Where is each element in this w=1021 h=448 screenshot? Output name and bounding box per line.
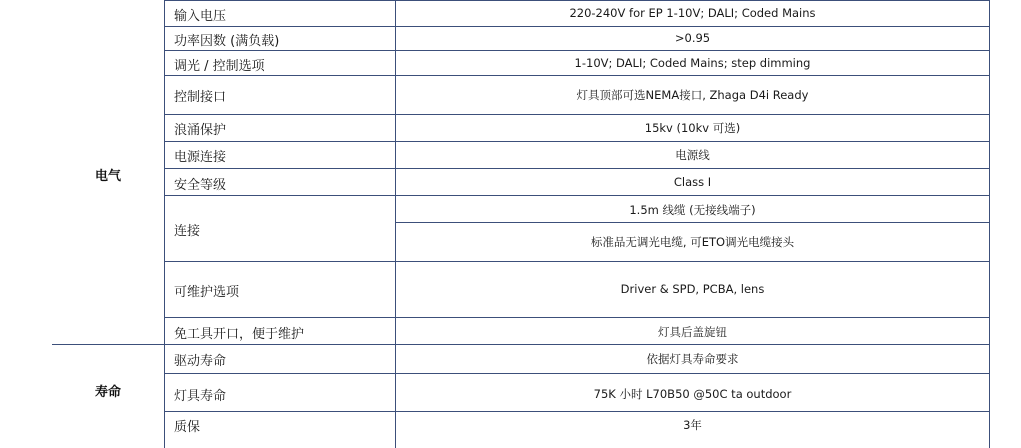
row-label-luminaire-life: 灯具寿命 [174, 389, 227, 404]
row-value-surge-protection: 15kv (10kv 可选) [644, 121, 741, 135]
row-value-driver-life: 依据灯具寿命要求 [646, 352, 739, 366]
row-label-serviceable-options: 可维护选项 [174, 285, 240, 300]
row-value-tool-free-opening: 灯具后盖旋钮 [658, 325, 727, 339]
row-label-warranty: 质保 [174, 420, 201, 435]
column-divider-right [989, 0, 990, 448]
row-border [164, 50, 990, 51]
row-border [164, 141, 990, 142]
row-border [164, 195, 990, 196]
row-border [164, 114, 990, 115]
row-border [164, 26, 990, 27]
subrow-border [395, 222, 990, 223]
row-label-power-factor: 功率因数 (满负载) [174, 34, 280, 49]
row-value-luminaire-life: 75K 小时 L70B50 @50C ta outdoor [593, 387, 792, 401]
row-label-safety-class: 安全等级 [174, 178, 227, 193]
category-electrical: 电气 [94, 169, 121, 184]
row-value-control-interface: 灯具顶部可选NEMA接口, Zhaga D4i Ready [576, 88, 809, 102]
row-label-connection: 连接 [174, 224, 201, 239]
row-value-safety-class: Class I [673, 175, 712, 189]
column-divider-left [164, 0, 165, 448]
row-border [164, 411, 990, 412]
row-border [164, 317, 990, 318]
row-label-control-interface: 控制接口 [174, 90, 227, 105]
row-value-dimming-options: 1-10V; DALI; Coded Mains; step dimming [574, 56, 811, 70]
row-label-surge-protection: 浪涌保护 [174, 123, 227, 138]
section-border [52, 344, 990, 345]
row-label-input-voltage: 输入电压 [174, 9, 227, 24]
category-lifetime: 寿命 [94, 385, 121, 400]
row-value-power-connection: 电源线 [675, 148, 710, 162]
row-label-power-connection: 电源连接 [174, 150, 227, 165]
row-value-serviceable-options: Driver & SPD, PCBA, lens [620, 282, 765, 296]
row-border [164, 0, 990, 1]
row-border [164, 168, 990, 169]
row-value-warranty: 3年 [683, 418, 702, 432]
row-label-tool-free-opening: 免工具开口，便于维护 [174, 327, 305, 342]
row-border [164, 75, 990, 76]
row-value-power-factor: >0.95 [674, 31, 711, 45]
row-value-connection-cable: 1.5m 线缆 (无接线端子) [629, 203, 756, 217]
row-value-connection-dimming: 标准品无调光电缆, 可ETO调光电缆接头 [590, 235, 795, 249]
row-label-dimming-options: 调光 / 控制选项 [174, 59, 265, 74]
row-value-input-voltage: 220-240V for EP 1-10V; DALI; Coded Mains [569, 6, 816, 20]
row-label-driver-life: 驱动寿命 [174, 354, 227, 369]
row-border [164, 373, 990, 374]
row-border [164, 261, 990, 262]
